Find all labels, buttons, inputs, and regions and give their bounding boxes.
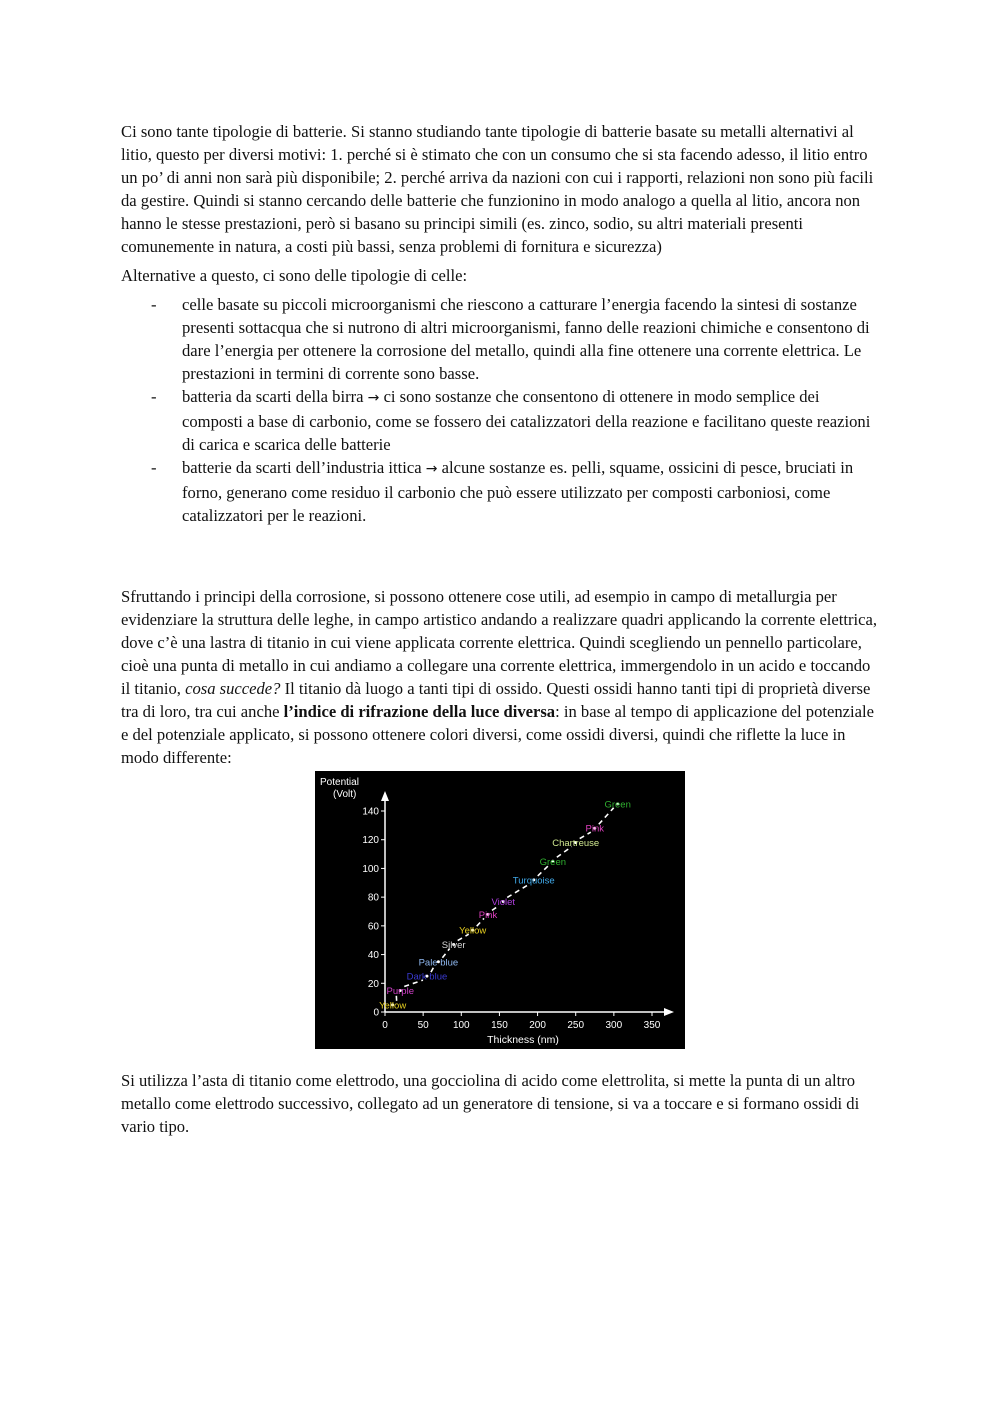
bullet-dash: - bbox=[151, 387, 157, 406]
italic-question: cosa succede? bbox=[185, 679, 281, 698]
paragraph-corrosion-art bbox=[121, 585, 883, 769]
x-tick-label: 250 bbox=[567, 1020, 585, 1031]
data-point-label: Chartreuse bbox=[552, 838, 600, 850]
data-point-label: Turquoise bbox=[512, 875, 555, 887]
y-tick-label: 80 bbox=[367, 892, 379, 904]
bullet-dash: - bbox=[151, 295, 157, 314]
y-tick-label: 40 bbox=[367, 950, 379, 962]
data-point-label: Violet bbox=[491, 896, 516, 908]
data-point-label: Pink bbox=[585, 823, 605, 835]
data-point-label: Green bbox=[604, 799, 631, 811]
list-item-text: ci sono sostanze che consentono di ottenere in modo semplice dei composti a base di carbonio, come se fossero dei catalizzatori della reazione e facilitano queste reazioni di carica e scarica delle batterie bbox=[182, 387, 871, 454]
y-axis-label-line2: (Volt) bbox=[333, 789, 357, 800]
y-axis-label-line1: Potential bbox=[320, 777, 359, 788]
list-item-text: batteria da scarti della birra bbox=[182, 387, 364, 406]
y-tick-label: 100 bbox=[362, 863, 379, 875]
data-point-label: Pale blue bbox=[418, 957, 459, 969]
bold-refraction-index: l’indice di rifrazione della luce diversa bbox=[283, 702, 556, 721]
list-item bbox=[121, 293, 883, 385]
arrow-right-icon: → bbox=[367, 390, 380, 406]
chart-svg bbox=[315, 771, 685, 1049]
document-page bbox=[121, 120, 883, 1138]
x-axis-label: Thickness (nm) bbox=[487, 1034, 559, 1046]
data-point-label: Purple bbox=[386, 985, 414, 997]
text-run: Il titanio dà luogo a tanti tipi di ossido. Questi ossidi hanno tanti tipi di proprietà diverse tra di loro, tra cui anche bbox=[121, 679, 871, 721]
arrow-right-icon: → bbox=[425, 461, 438, 477]
y-tick-label: 120 bbox=[362, 835, 379, 847]
data-point-label: Yellow bbox=[459, 925, 487, 937]
y-tick-label: 60 bbox=[367, 921, 379, 933]
paragraph-batteries-intro: Ci sono tante tipologie di batterie. Si stanno studiando tante tipologie di batterie basate su metalli alternativi al litio, questo per diversi motivi: 1. perché si è stimato che con un consumo che si sta facendo adesso, il litio entro un po’ di anni non sarà più disponibile; 2. perché arriva da nazioni con cui i rapporti, relazioni non sono più facili da gestire. Quindi si stanno cercando delle batterie che funzionino in modo analogo a quella al litio, ancora non hanno le stesse prestazioni, però si basano su principi simili (es. zinco, sodio, su altri materiali presenti comunemente in natura, a costi più bassi, senza problemi di fornitura e sicurezza) bbox=[121, 122, 874, 256]
x-tick-label: 150 bbox=[491, 1020, 508, 1031]
list-item bbox=[121, 456, 883, 527]
text-run: Sfruttando i principi della corrosione, si possono ottenere cose utili, ad esempio in campo di metallurgia per evidenziare la struttura delle leghe, in campo artistico andando a realizzare quadri applicando la corrente elettrica, dove c’è una lastra di titanio in cui viene applicata corrente elettrica. Quindi scegliendo un pennello particolare, cioè una punta di metallo in cui andiamo a collegare una corrente elettrica, immergendolo in un acido e toccando il titanio, bbox=[121, 587, 878, 698]
y-tick-label: 0 bbox=[373, 1007, 379, 1019]
data-point-label: Green bbox=[539, 856, 567, 868]
oxide-color-chart bbox=[315, 771, 685, 1049]
x-tick-label: 300 bbox=[605, 1020, 623, 1031]
data-point-label: Silver bbox=[441, 940, 466, 952]
paragraph-cell-alternatives: Alternative a questo, ci sono delle tipologie di celle: bbox=[121, 266, 468, 285]
cell-types-list bbox=[121, 293, 883, 527]
x-tick-label: 50 bbox=[417, 1020, 429, 1031]
x-tick-label: 200 bbox=[529, 1020, 546, 1031]
list-item-text: celle basate su piccoli microorganismi che riescono a catturare l’energia facendo la sintesi di sostanze presenti sottacqua che si nutrono di altri microorganismi, fanno delle reazioni chimiche e consentono di dare l’energia per ottenere la corrosione del metallo, quindi alla fine ottenere una corrente elettrica. Le prestazioni in termini di corrente sono basse. bbox=[182, 295, 870, 383]
y-tick-label: 140 bbox=[362, 806, 379, 818]
list-item-text: alcune sostanze es. pelli, squame, ossicini di pesce, bruciati in forno, generano come residuo il carbonio che può essere utilizzato per composti carboniosi, come catalizzatori per le reazioni. bbox=[182, 458, 854, 525]
data-point-label: Yellow bbox=[379, 1000, 407, 1012]
data-point-label: Pink bbox=[478, 909, 498, 921]
list-item bbox=[121, 385, 883, 456]
bullet-dash: - bbox=[151, 458, 157, 477]
y-tick-label: 20 bbox=[367, 978, 379, 990]
list-item-text: batterie da scarti dell’industria ittica bbox=[182, 458, 422, 477]
paragraph-titanium-procedure: Si utilizza l’asta di titanio come elettrodo, una gocciolina di acido come elettrolita, si mette la punta di un altro metallo come elettrodo successivo, collegato ad un generatore di tensione, si va a toccare e si formano ossidi di vario tipo. bbox=[121, 1071, 860, 1136]
x-tick-label: 350 bbox=[643, 1020, 661, 1031]
x-tick-label: 0 bbox=[382, 1020, 388, 1031]
x-tick-label: 100 bbox=[452, 1020, 470, 1031]
text-run: : in base al tempo di applicazione del potenziale e del potenziale applicato, si possono ottenere colori diversi, come ossidi diversi, quindi che riflette la luce in modo differente: bbox=[121, 702, 874, 767]
data-point-label: Dark blue bbox=[406, 971, 448, 983]
